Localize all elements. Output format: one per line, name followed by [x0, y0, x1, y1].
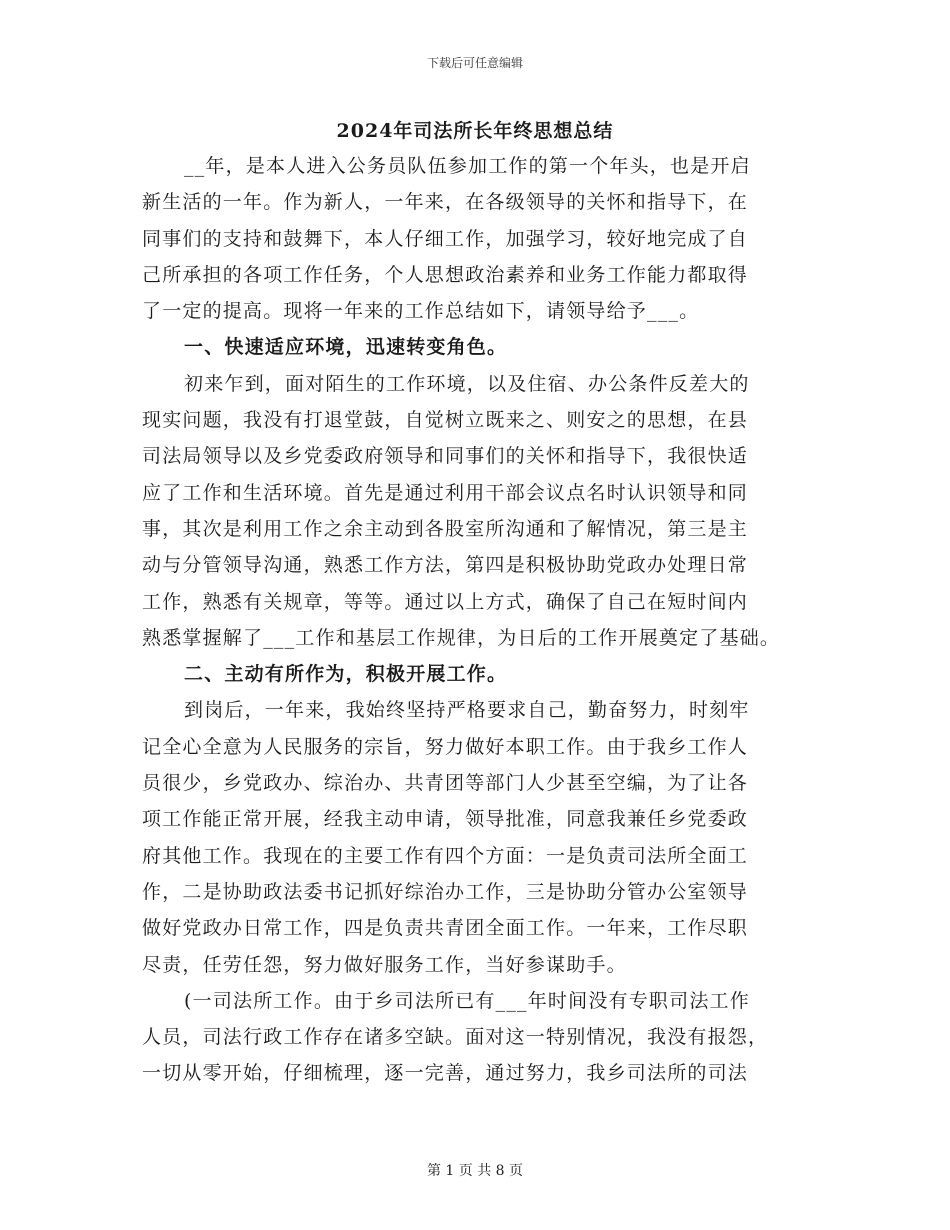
paragraph-line: 记全心全意为人民服务的宗旨，努力做好本职工作。由于我乡工作人 [142, 735, 749, 758]
paragraph-line: 了一定的提高。现将一年来的工作总结如下，请领导给予___。 [142, 300, 700, 323]
document-title: 2024年司法所长年终思想总结 [336, 120, 614, 142]
paragraph-line: 同事们的支持和鼓舞下，本人仔细工作，加强学习，较好地完成了自 [142, 227, 749, 250]
paragraph-line: 府其他工作。我现在的主要工作有四个方面：一是负责司法所全面工 [142, 844, 749, 867]
section-heading: 一、快速适应环境，迅速转变角色。 [184, 336, 508, 359]
paragraph-line: 动与分管领导沟通，熟悉工作方法，第四是积极协助党政办处理日常 [142, 554, 749, 577]
paragraph-line: 作，二是协助政法委书记抓好综治办工作，三是协助分管办公室领导 [142, 880, 749, 903]
paragraph-line: 项工作能正常开展，经我主动申请，领导批准，同意我兼任乡党委政 [142, 808, 749, 831]
paragraph-line: 司法局领导以及乡党委政府领导和同事们的关怀和指导下，我很快适 [142, 445, 749, 468]
paragraph-line: 员很少，乡党政办、综治办、共青团等部门人少甚至空编，为了让各 [142, 772, 749, 795]
paragraph-line: 现实问题，我没有打退堂鼓，自觉树立既来之、则安之的思想，在县 [142, 409, 749, 432]
section-heading: 二、主动有所作为，积极开展工作。 [184, 663, 508, 686]
paragraph-line: 尽责，任劳任怨，努力做好服务工作，当好参谋助手。 [142, 953, 627, 976]
paragraph-line: 初来乍到，面对陌生的工作环境，以及住宿、办公条件反差大的 [184, 372, 750, 395]
paragraph-line: 做好党政办日常工作，四是负责共青团全面工作。一年来，工作尽职 [142, 917, 749, 940]
document-body [142, 148, 832, 1092]
paragraph-line: 己所承担的各项工作任务，个人思想政治素养和业务工作能力都取得 [142, 263, 749, 286]
paragraph-line: 事，其次是利用工作之余主动到各股室所沟通和了解情况，第三是主 [142, 517, 749, 540]
paragraph-line: 人员，司法行政工作存在诸多空缺。面对这一特别情况，我没有报怨， [142, 1026, 769, 1049]
paragraph-line: __年，是本人进入公务员队伍参加工作的第一个年头，也是开启 [184, 155, 751, 177]
paragraph-line: 熟悉掌握解了___工作和基层工作规律，为日后的工作开展奠定了基础。 [142, 626, 781, 649]
paragraph-line: 新生活的一年。作为新人，一年来，在各级领导的关怀和指导下，在 [142, 191, 749, 214]
paragraph-line: 工作，熟悉有关规章，等等。通过以上方式，确保了自己在短时间内 [142, 590, 749, 613]
paragraph-line: (一司法所工作。由于乡司法所已有___年时间没有专职司法工作 [184, 989, 750, 1012]
header-note: 下载后可任意编辑 [426, 56, 523, 70]
paragraph-line: 一切从零开始，仔细梳理，逐一完善，通过努力，我乡司法所的司法 [142, 1062, 749, 1085]
paragraph-line: 到岗后，一年来，我始终坚持严格要求自己，勤奋努力，时刻牢 [184, 699, 750, 722]
page-footer: 第 1 页 共 8 页 [426, 1163, 524, 1179]
paragraph-line: 应了工作和生活环境。首先是通过利用干部会议点名时认识领导和同 [142, 481, 749, 504]
